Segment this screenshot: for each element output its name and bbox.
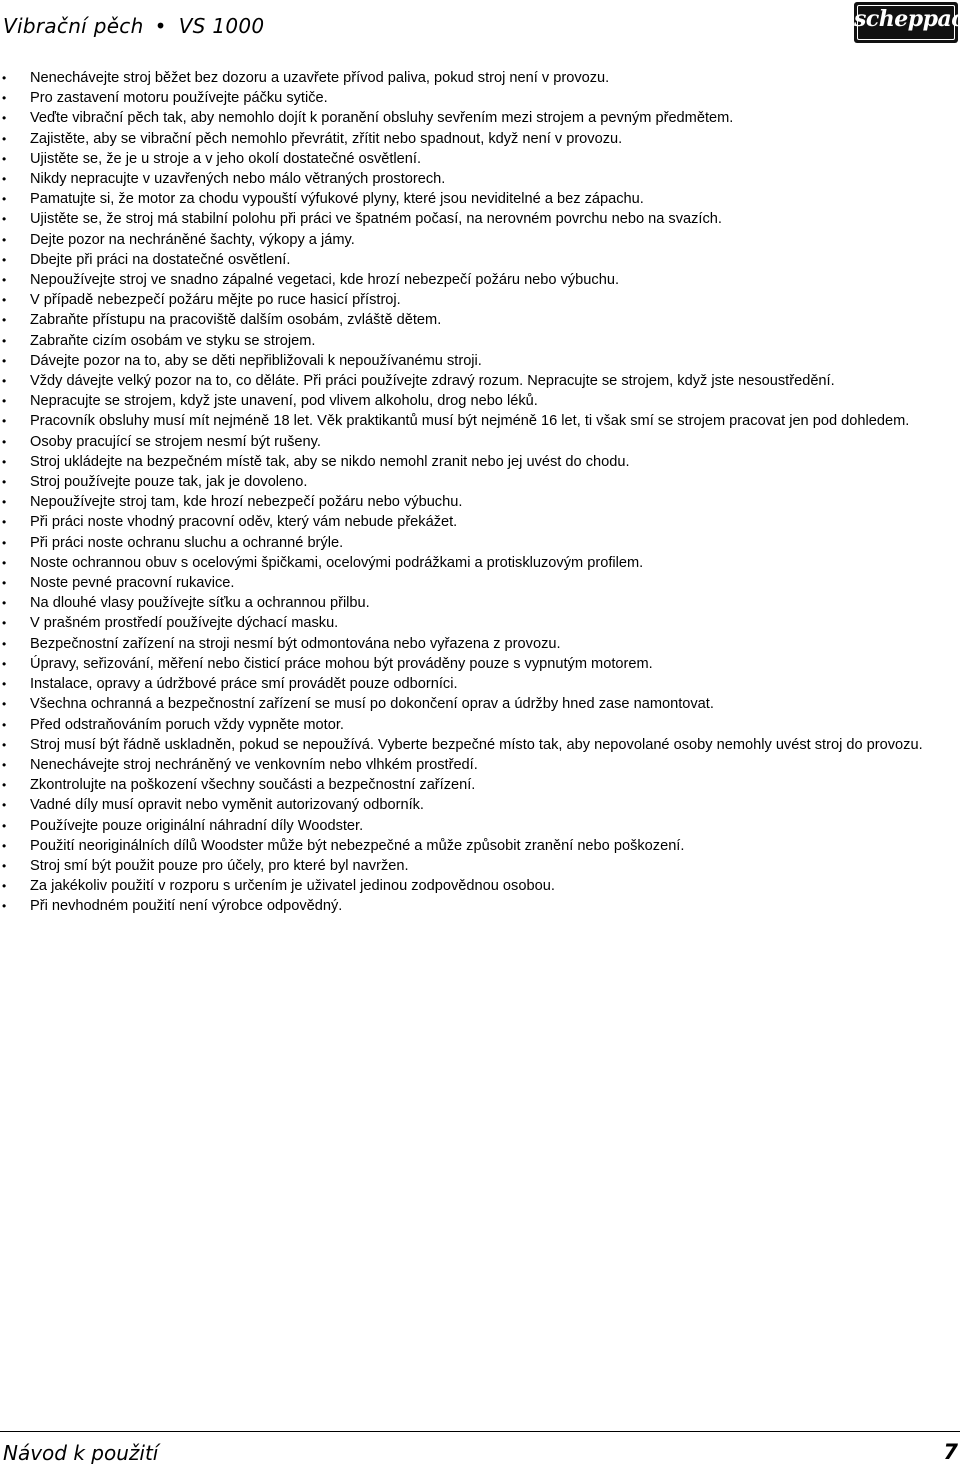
safety-rule-item [0, 613, 960, 633]
safety-rule-item [0, 189, 960, 209]
safety-rule-item [0, 674, 960, 694]
page-header [0, 0, 980, 50]
safety-rules-section [0, 68, 960, 917]
safety-rule-text: Při práci noste ochranu sluchu a ochranné brýle. [30, 534, 344, 551]
safety-rule-text: Ujistěte se, že stroj má stabilní polohu při práci ve špatném počasí, na nerovném povrchu nebo na svazích. [30, 211, 722, 228]
safety-rule-item [0, 755, 960, 775]
safety-rule-item [0, 169, 960, 189]
bullet-icon: • [2, 374, 7, 389]
safety-rule-text: Použití neoriginálních dílů Woodster může být nebezpečné a může způsobit zranění nebo poškození. [30, 837, 685, 854]
safety-rule-text: Při práci noste vhodný pracovní oděv, který vám nebude překážet. [30, 514, 458, 531]
safety-rule-item [0, 694, 960, 714]
product-name: Vibrační pěch [3, 14, 144, 38]
bullet-icon: • [2, 858, 7, 873]
safety-rules-list [0, 68, 960, 917]
bullet-icon: • [2, 71, 7, 85]
safety-rule-text: Osoby pracující se strojem nesmí být rušeny. [30, 433, 321, 450]
bullet-icon: • [2, 576, 7, 591]
safety-rule-item [0, 553, 960, 573]
bullet-icon: • [2, 838, 7, 853]
bullet-icon: • [2, 798, 7, 813]
bullet-icon: • [2, 111, 7, 126]
safety-rule-text: Před odstraňováním poruch vždy vypněte motor. [30, 716, 344, 733]
safety-rule-text: Při nevhodném použití není výrobce odpovědný. [30, 898, 343, 915]
bullet-icon: • [2, 555, 7, 570]
safety-rule-text: Vždy dávejte velký pozor na to, co děláte. Při práci používejte zdravý rozum. Nepracujte se strojem, když jste nesoustředění. [30, 373, 835, 390]
bullet-icon: • [2, 656, 7, 671]
safety-rule-item [0, 331, 960, 351]
safety-rule-item [0, 88, 960, 108]
bullet-icon: • [2, 636, 7, 651]
safety-rule-text: Nikdy nepracujte v uzavřených nebo málo větraných prostorech. [30, 171, 446, 188]
header-separator: • [154, 14, 167, 38]
safety-rule-text: Stroj musí být řádně uskladněn, pokud se nepoužívá. Vyberte bezpečné místo tak, aby nepovolané osoby nemohly uvést stroj do provozu. [30, 736, 923, 753]
safety-rule-item [0, 310, 960, 330]
safety-rule-text: Stroj používejte pouze tak, jak je dovoleno. [30, 474, 308, 491]
safety-rule-item [0, 472, 960, 492]
safety-rule-item [0, 411, 960, 431]
safety-rule-item [0, 795, 960, 815]
safety-rule-text: Ujistěte se, že je u stroje a v jeho okolí dostatečné osvětlení. [30, 150, 422, 167]
safety-rule-text: Bezpečnostní zařízení na stroji nesmí být odmontována nebo vyřazena z provozu. [30, 635, 561, 652]
safety-rule-text: Dbejte při práci na dostatečné osvětlení. [30, 251, 291, 268]
safety-rule-item [0, 391, 960, 411]
safety-rule-item [0, 351, 960, 371]
bullet-icon: • [2, 394, 7, 409]
safety-rule-text: Dejte pozor na nechráněné šachty, výkopy a jámy. [30, 231, 355, 248]
safety-rule-text: Pamatujte si, že motor za chodu vypouští výfukové plyny, které jsou neviditelné a bez zápachu. [30, 191, 644, 208]
safety-rule-text: Za jakékoliv použití v rozporu s určením je uživatel jedinou zodpovědnou osobou. [30, 878, 555, 895]
bullet-icon: • [2, 151, 7, 166]
bullet-icon: • [2, 879, 7, 894]
bullet-icon: • [2, 475, 7, 490]
safety-rule-text: Nenechávejte stroj nechráněný ve venkovním nebo vlhkém prostředí. [30, 756, 478, 773]
safety-rule-item [0, 573, 960, 593]
bullet-icon: • [2, 91, 7, 106]
safety-rule-item [0, 896, 960, 916]
bullet-icon: • [2, 737, 7, 752]
safety-rule-text: Instalace, opravy a údržbové práce smí provádět pouze odborníci. [30, 676, 458, 693]
model-name: VS 1000 [178, 14, 265, 38]
safety-rule-text: Zabraňte cizím osobám ve styku se strojem. [30, 332, 316, 349]
safety-rule-item [0, 452, 960, 472]
bullet-icon: • [2, 535, 7, 550]
safety-rule-text: V případě nebezpečí požáru mějte po ruce hasicí přístroj. [30, 292, 401, 309]
safety-rule-text: Stroj ukládejte na bezpečném místě tak, aby se nikdo nemohl zranit nebo jej uvést do chodu. [30, 453, 630, 470]
safety-rule-text: Dávejte pozor na to, aby se děti nepřibližovali k nepoužívanému stroji. [30, 352, 482, 369]
safety-rule-text: Zabraňte přístupu na pracoviště dalším osobám, zvláště dětem. [30, 312, 442, 329]
safety-rule-item [0, 432, 960, 452]
bullet-icon: • [2, 515, 7, 530]
safety-rule-text: Noste pevné pracovní rukavice. [30, 575, 235, 592]
bullet-icon: • [2, 778, 7, 793]
safety-rule-item [0, 775, 960, 795]
safety-rule-item [0, 250, 960, 270]
safety-rule-item [0, 816, 960, 836]
bullet-icon: • [2, 717, 7, 732]
safety-rule-text: Používejte pouze originální náhradní díly Woodster. [30, 817, 364, 834]
safety-rule-text: Zkontrolujte na poškození všechny součásti a bezpečnostní zařízení. [30, 777, 476, 794]
safety-rule-text: Nenechávejte stroj běžet bez dozoru a uzavřete přívod paliva, pokud stroj není v provozu. [30, 70, 610, 86]
bullet-icon: • [2, 353, 7, 368]
safety-rule-item [0, 735, 960, 755]
safety-rule-item [0, 270, 960, 290]
bullet-icon: • [2, 212, 7, 227]
safety-rule-text: Vadné díly musí opravit nebo vyměnit autorizovaný odborník. [30, 797, 424, 814]
safety-rule-text: Nepoužívejte stroj tam, kde hrozí nebezpečí požáru nebo výbuchu. [30, 494, 463, 511]
safety-rule-item [0, 129, 960, 149]
safety-rule-text: Veďte vibrační pěch tak, aby nemohlo dojít k poranění obsluhy sevřením mezi strojem a pevným předmětem. [30, 110, 734, 127]
safety-rule-item [0, 209, 960, 229]
bullet-icon: • [2, 697, 7, 712]
bullet-icon: • [2, 232, 7, 247]
bullet-icon: • [2, 313, 7, 328]
page-footer [0, 1431, 960, 1468]
bullet-icon: • [2, 192, 7, 207]
bullet-icon: • [2, 131, 7, 146]
safety-rule-text: Noste ochrannou obuv s ocelovými špičkami, ocelovými podrážkami a protiskluzovým profilem. [30, 554, 644, 571]
bullet-icon: • [2, 252, 7, 267]
bullet-icon: • [2, 616, 7, 631]
safety-rule-item [0, 856, 960, 876]
bullet-icon: • [2, 172, 7, 187]
safety-rule-item [0, 654, 960, 674]
bullet-icon: • [2, 899, 7, 914]
safety-rule-item [0, 715, 960, 735]
safety-rule-text: Pro zastavení motoru používejte páčku sytiče. [30, 90, 328, 107]
bullet-icon: • [2, 414, 7, 429]
safety-rule-text: Pracovník obsluhy musí mít nejméně 18 let. Věk praktikantů musí být nejméně 16 let, ti však smí se strojem pracovat jen pod dohledem. [30, 413, 910, 430]
bullet-icon: • [2, 677, 7, 692]
safety-rule-text: Nepoužívejte stroj ve snadno zápalné vegetaci, kde hrozí nebezpečí požáru nebo výbuchu. [30, 272, 619, 289]
bullet-icon: • [2, 757, 7, 772]
page-number: 7 [943, 1440, 958, 1464]
safety-rule-text: Na dlouhé vlasy používejte síťku a ochrannou přilbu. [30, 595, 370, 612]
safety-rule-item [0, 108, 960, 128]
safety-rule-text: Úpravy, seřizování, měření nebo čisticí práce mohou být prováděny pouze s vypnutým motorem. [30, 655, 653, 672]
header-title [3, 14, 264, 38]
bullet-icon: • [2, 596, 7, 611]
logo-text: scheppach [854, 6, 980, 32]
bullet-icon: • [2, 495, 7, 510]
bullet-icon: • [2, 454, 7, 469]
scheppach-logo [854, 2, 980, 43]
safety-rule-item [0, 512, 960, 532]
safety-rule-item [0, 290, 960, 310]
safety-rule-text: Stroj smí být použit pouze pro účely, pro které byl navržen. [30, 857, 409, 874]
safety-rule-item [0, 68, 960, 88]
bullet-icon: • [2, 818, 7, 833]
bullet-icon: • [2, 293, 7, 308]
safety-rule-text: V prašném prostředí používejte dýchací masku. [30, 615, 339, 632]
bullet-icon: • [2, 333, 7, 348]
footer-title: Návod k použití [3, 1441, 159, 1465]
safety-rule-text: Nepracujte se strojem, když jste unavení, pod vlivem alkoholu, drog nebo léků. [30, 393, 538, 410]
safety-rule-text: Zajistěte, aby se vibrační pěch nemohlo převrátit, zřítit nebo spadnout, když není v provozu. [30, 130, 623, 147]
safety-rule-item [0, 230, 960, 250]
bullet-icon: • [2, 273, 7, 288]
safety-rule-item [0, 533, 960, 553]
safety-rule-item [0, 593, 960, 613]
bullet-icon: • [2, 434, 7, 449]
safety-rule-item [0, 836, 960, 856]
safety-rule-item [0, 492, 960, 512]
safety-rule-item [0, 371, 960, 391]
safety-rule-item [0, 634, 960, 654]
safety-rule-item [0, 149, 960, 169]
safety-rule-item [0, 876, 960, 896]
safety-rule-text: Všechna ochranná a bezpečnostní zařízení se musí po dokončení oprav a údržby hned zase namontovat. [30, 696, 714, 713]
